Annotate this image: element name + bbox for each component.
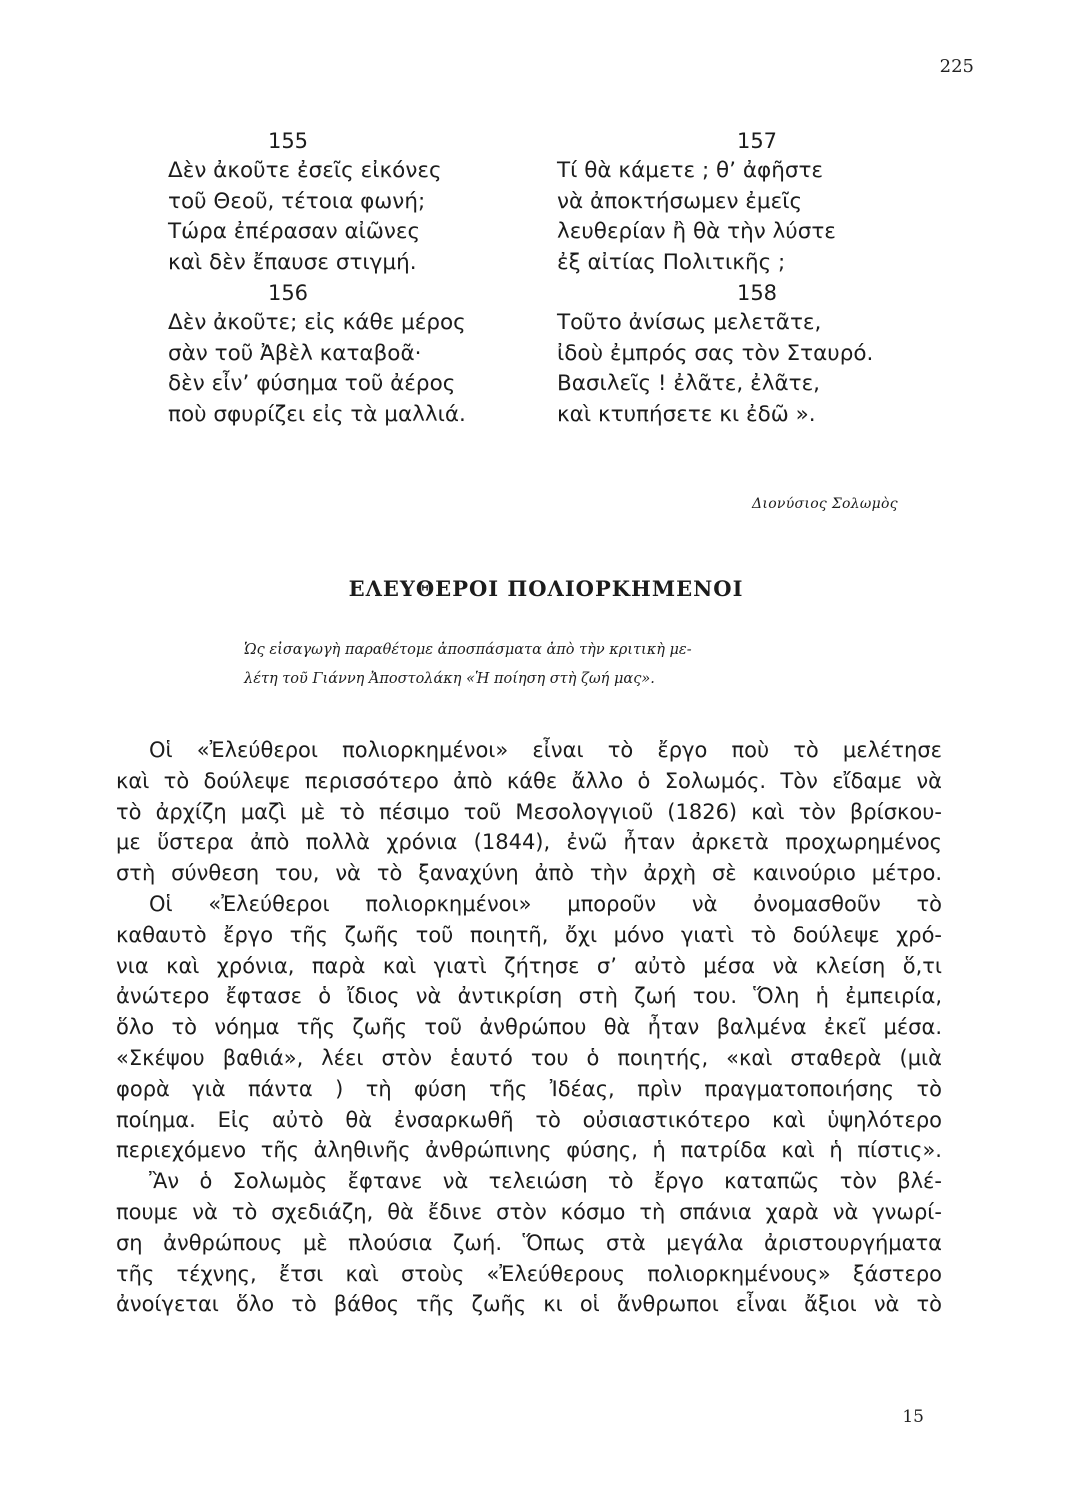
verse-line: καὶ κτυπήσετε κι ἐδῶ ». bbox=[557, 401, 816, 427]
poem-right-column bbox=[557, 126, 897, 430]
verse-line: λευθερίαν ἢ θὰ τὴν λύστε bbox=[557, 219, 836, 244]
poet-signature: Διονύσιος Σολωμὸς bbox=[752, 496, 898, 512]
body-line: ἀνοίγεται ὅλο τὸ βάθος τῆς ζωῆς κι οἱ ἄνθρωποι εἶναι ἄξιοι νὰ τὸ bbox=[116, 1292, 942, 1317]
body-line: Ἂν ὁ Σολωμὸς ἔφτανε νὰ τελειώση τὸ ἔργο καταπῶς τὸν βλέ- bbox=[149, 1169, 942, 1194]
verse-line: δὲν εἶν’ φύσημα τοῦ ἀέρος bbox=[168, 371, 456, 396]
verse-line: νὰ ἀποκτήσωμεν ἐμεῖς bbox=[557, 188, 803, 214]
verse-line: σὰν τοῦ Ἀβὲλ καταβοᾶ· bbox=[168, 340, 422, 366]
body-line: ποίημα. Εἰς αὐτὸ θὰ ἐνσαρκωθῆ τὸ οὐσιαστικότερο καὶ ὑψηλότερο bbox=[116, 1107, 942, 1132]
body-line: καθαυτὸ ἔργο τῆς ζωῆς τοῦ ποιητῆ, ὄχι μόνο γιατὶ τὸ δούλεψε χρό- bbox=[116, 922, 942, 947]
intro-note bbox=[244, 636, 964, 694]
page-number: 225 bbox=[939, 56, 974, 77]
section-title: ΕΛΕΥΘΕΡΟΙ ΠΟΛΙΟΡΚΗΜΕΝΟΙ bbox=[348, 576, 744, 601]
body-line: πουμε νὰ τὸ σχεδιάζη, θὰ ἔδινε στὸν κόσμο τὴ σπάνια χαρὰ νὰ γνωρί- bbox=[116, 1199, 942, 1224]
verse-line: τοῦ Θεοῦ, τέτοια φωνή; bbox=[168, 188, 426, 214]
body-line: «Σκέψου βαθιά», λέει στὸν ἑαυτό του ὁ ποιητής, «καὶ σταθερὰ (μιὰ bbox=[116, 1045, 942, 1070]
verse-line: καὶ δὲν ἔπαυσε στιγμή. bbox=[168, 249, 417, 275]
verse-line: ποὺ σφυρίζει εἰς τὰ μαλλιά. bbox=[168, 401, 466, 427]
signature-mark: 15 bbox=[902, 1407, 924, 1427]
body-line: καὶ τὸ δούλεψε περισσότερο ἀπὸ κάθε ἄλλο ὁ Σολωμός. Τὸν εἴδαμε νὰ bbox=[116, 768, 942, 793]
body-line: Οἱ «Ἐλεύθεροι πολιορκημένοι» μποροῦν νὰ ὀνομασθοῦν τὸ bbox=[149, 891, 942, 916]
intro-line: Ὡς εἰσαγωγὴ παραθέτομε ἀποσπάσματα ἀπὸ τὴν κριτικὴ με- bbox=[244, 642, 692, 658]
stanza-number: 158 bbox=[736, 281, 778, 305]
verse-line: Τί θὰ κάμετε ; θ’ ἀφῆστε bbox=[557, 158, 824, 183]
body-line: ὅλο τὸ νόημα τῆς ζωῆς τοῦ ἀνθρώπου θὰ ἦταν βαλμένα ἐκεῖ μέσα. bbox=[116, 1015, 942, 1040]
body-line: τὸ ἀρχίζη μαζὶ μὲ τὸ πέσιμο τοῦ Μεσολογγιοῦ (1826) καὶ τὸν βρίσκου- bbox=[116, 799, 942, 824]
verse-line: Δὲν ἀκοῦτε; εἰς κάθε μέρος bbox=[168, 310, 466, 335]
stanza-number: 156 bbox=[267, 281, 309, 305]
verse-line: ἰδοὺ ἐμπρός σας τὸν Σταυρό. bbox=[557, 340, 874, 366]
body-line: τῆς τέχνης, ἔτσι καὶ στοὺς «Ἐλεύθερους πολιορκημένους» ξάστερο bbox=[116, 1261, 942, 1286]
body-line: ση ἀνθρώπους μὲ πλούσια ζωή. Ὅπως στὰ μεγάλα ἀριστουργήματα bbox=[116, 1230, 942, 1255]
body-line: στὴ σύνθεση του, νὰ τὸ ξαναχύνη ἀπὸ τὴν ἀρχὴ σὲ καινούριο μέτρο. bbox=[116, 861, 942, 886]
body-line: φορὰ γιὰ πάντα ) τὴ φύση τῆς Ἰδέας, πρὶν πραγματοποιήσης τὸ bbox=[116, 1076, 942, 1101]
stanza-number: 155 bbox=[267, 129, 309, 153]
body-line: Οἱ «Ἐλεύθεροι πολιορκημένοι» εἶναι τὸ ἔργο ποὺ τὸ μελέτησε bbox=[149, 738, 942, 762]
verse-line: Δὲν ἀκοῦτε ἐσεῖς εἰκόνες bbox=[168, 158, 442, 183]
verse-line: Βασιλεῖς ! ἐλᾶτε, ἐλᾶτε, bbox=[557, 371, 821, 396]
body-line: περιεχόμενο τῆς ἀληθινῆς ἀνθρώπινης φύσης, ἡ πατρίδα καὶ ἡ πίστις». bbox=[116, 1138, 942, 1163]
verse-line: Τοῦτο ἀνίσως μελετᾶτε, bbox=[557, 310, 822, 335]
body-text bbox=[116, 735, 942, 1320]
stanza-number: 157 bbox=[736, 129, 778, 153]
poem-left-column bbox=[168, 126, 498, 430]
body-line: ἀνώτερο ἔφτασε ὁ ἴδιος νὰ ἀντικρίση στὴ ζωή του. Ὅλη ἡ ἐμπειρία, bbox=[116, 984, 942, 1009]
body-line: νια καὶ χρόνια, παρὰ καὶ γιατὶ ζήτησε σ’ αὐτὸ μέσα νὰ κλείση ὅ,τι bbox=[116, 953, 942, 978]
intro-line: λέτη τοῦ Γιάννη Ἀποστολάκη «Ἡ ποίηση στὴ ζωή μας». bbox=[244, 671, 655, 687]
verse-line: Τώρα ἐπέρασαν αἰῶνες bbox=[168, 219, 421, 244]
verse-line: ἐξ αἰτίας Πολιτικῆς ; bbox=[557, 249, 786, 275]
body-line: με ὕστερα ἀπὸ πολλὰ χρόνια (1844), ἐνῶ ἦταν ἀρκετὰ προχωρημένος bbox=[116, 830, 942, 855]
